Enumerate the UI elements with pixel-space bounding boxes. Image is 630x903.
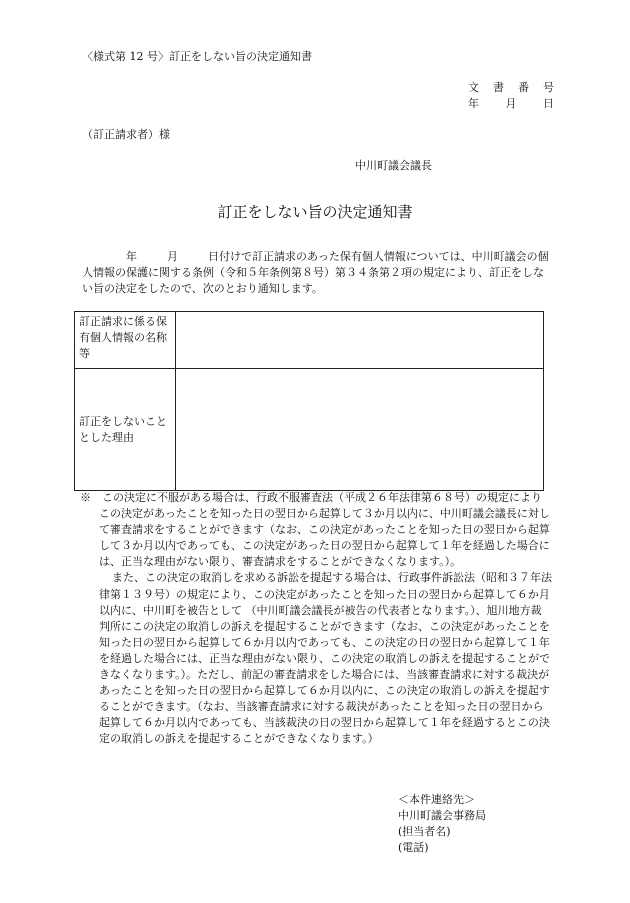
note-lawsuit: また、この決定の取消しを求める訴訟を提起する場合は、行政事件訴訟法（昭和３７年法律第１３９号）の規定により、この決定があったことを知った日の翌日から起算して６か月以内に、中川町を被告として （中川町議会議長が被告の代表者となります。）、旭川地方裁判所にこの決定の取消しの訴えを提起することができます（なお、この決定があったことを知った日の翌日から起算して６か月以内であっても、この決定の日の翌日から起算して１年を経過した場合には、正当な理由がない限り、この決定の取消しの訴えを提起することができなくなります。）。ただし、前記の審査請求をした場合には、当該審査請求に対する裁決があったことを知った日の翌日から起算して６か月以内に、この決定の取消しの訴えを提起することができます。（なお、当該審査請求に対する裁決があったことを知った日の翌日から起算して６か月以内であっても、当該裁決の日の翌日から起算して１年を経過するとこの決定の取消しの訴えを提起することができなくなります。）	[99, 571, 552, 746]
reason-label: 訂正をしないこととした理由	[75, 369, 176, 491]
document-title: 訂正をしない旨の決定通知書	[217, 203, 413, 221]
contact-heading: ＜本件連絡先＞	[398, 793, 475, 806]
document-number-block	[468, 80, 554, 112]
reason-value	[176, 369, 544, 491]
note-mark: ※	[80, 491, 91, 504]
notes-section	[80, 490, 552, 748]
note-review-request	[80, 490, 552, 570]
intro-paragraph	[82, 249, 554, 297]
intro-year: 年	[126, 250, 137, 263]
requester-addressee: （訂正請求者）様	[82, 128, 170, 141]
contact-block	[398, 792, 486, 856]
info-name-value	[176, 312, 544, 369]
sender-name: 中川町議会議長	[355, 159, 432, 172]
info-table	[74, 311, 544, 491]
info-name-label: 訂正請求に係る保有個人情報の名称等	[75, 312, 176, 369]
contact-person: (担当者名)	[398, 825, 451, 838]
contact-office: 中川町議会事務局	[398, 809, 486, 822]
form-number-heading: 〈様式第 12 号〉訂正をしない旨の決定通知書	[82, 50, 312, 63]
document-number-label: 文書番号	[468, 81, 554, 94]
document-date-label: 年 月 日	[468, 97, 554, 110]
note-review-text: この決定に不服がある場合は、行政不服審査法（平成２６年法律第６８号）の規定によりこの決定があったことを知った日の翌日から起算して３か月以内に、中川町議会議長に対して審査請求をすることができます（なお、この決定があったことを知った日の翌日から起算して３か月以内であっても、この決定があった日の翌日から起算して１年を経過した場合には、正当な理由がない限り、審査請求をすることができなくなります。）。	[99, 491, 550, 569]
contact-phone: (電話)	[398, 841, 429, 854]
intro-text: 日付けで訂正請求のあった保有個人情報については、中川町議会の個人情報の保護に関する条例（令和５年条例第８号）第３４条第２項の規定により、訂正をしない旨の決定をしたので、次のとおり通知します。	[82, 250, 549, 295]
intro-month: 月	[167, 250, 178, 263]
